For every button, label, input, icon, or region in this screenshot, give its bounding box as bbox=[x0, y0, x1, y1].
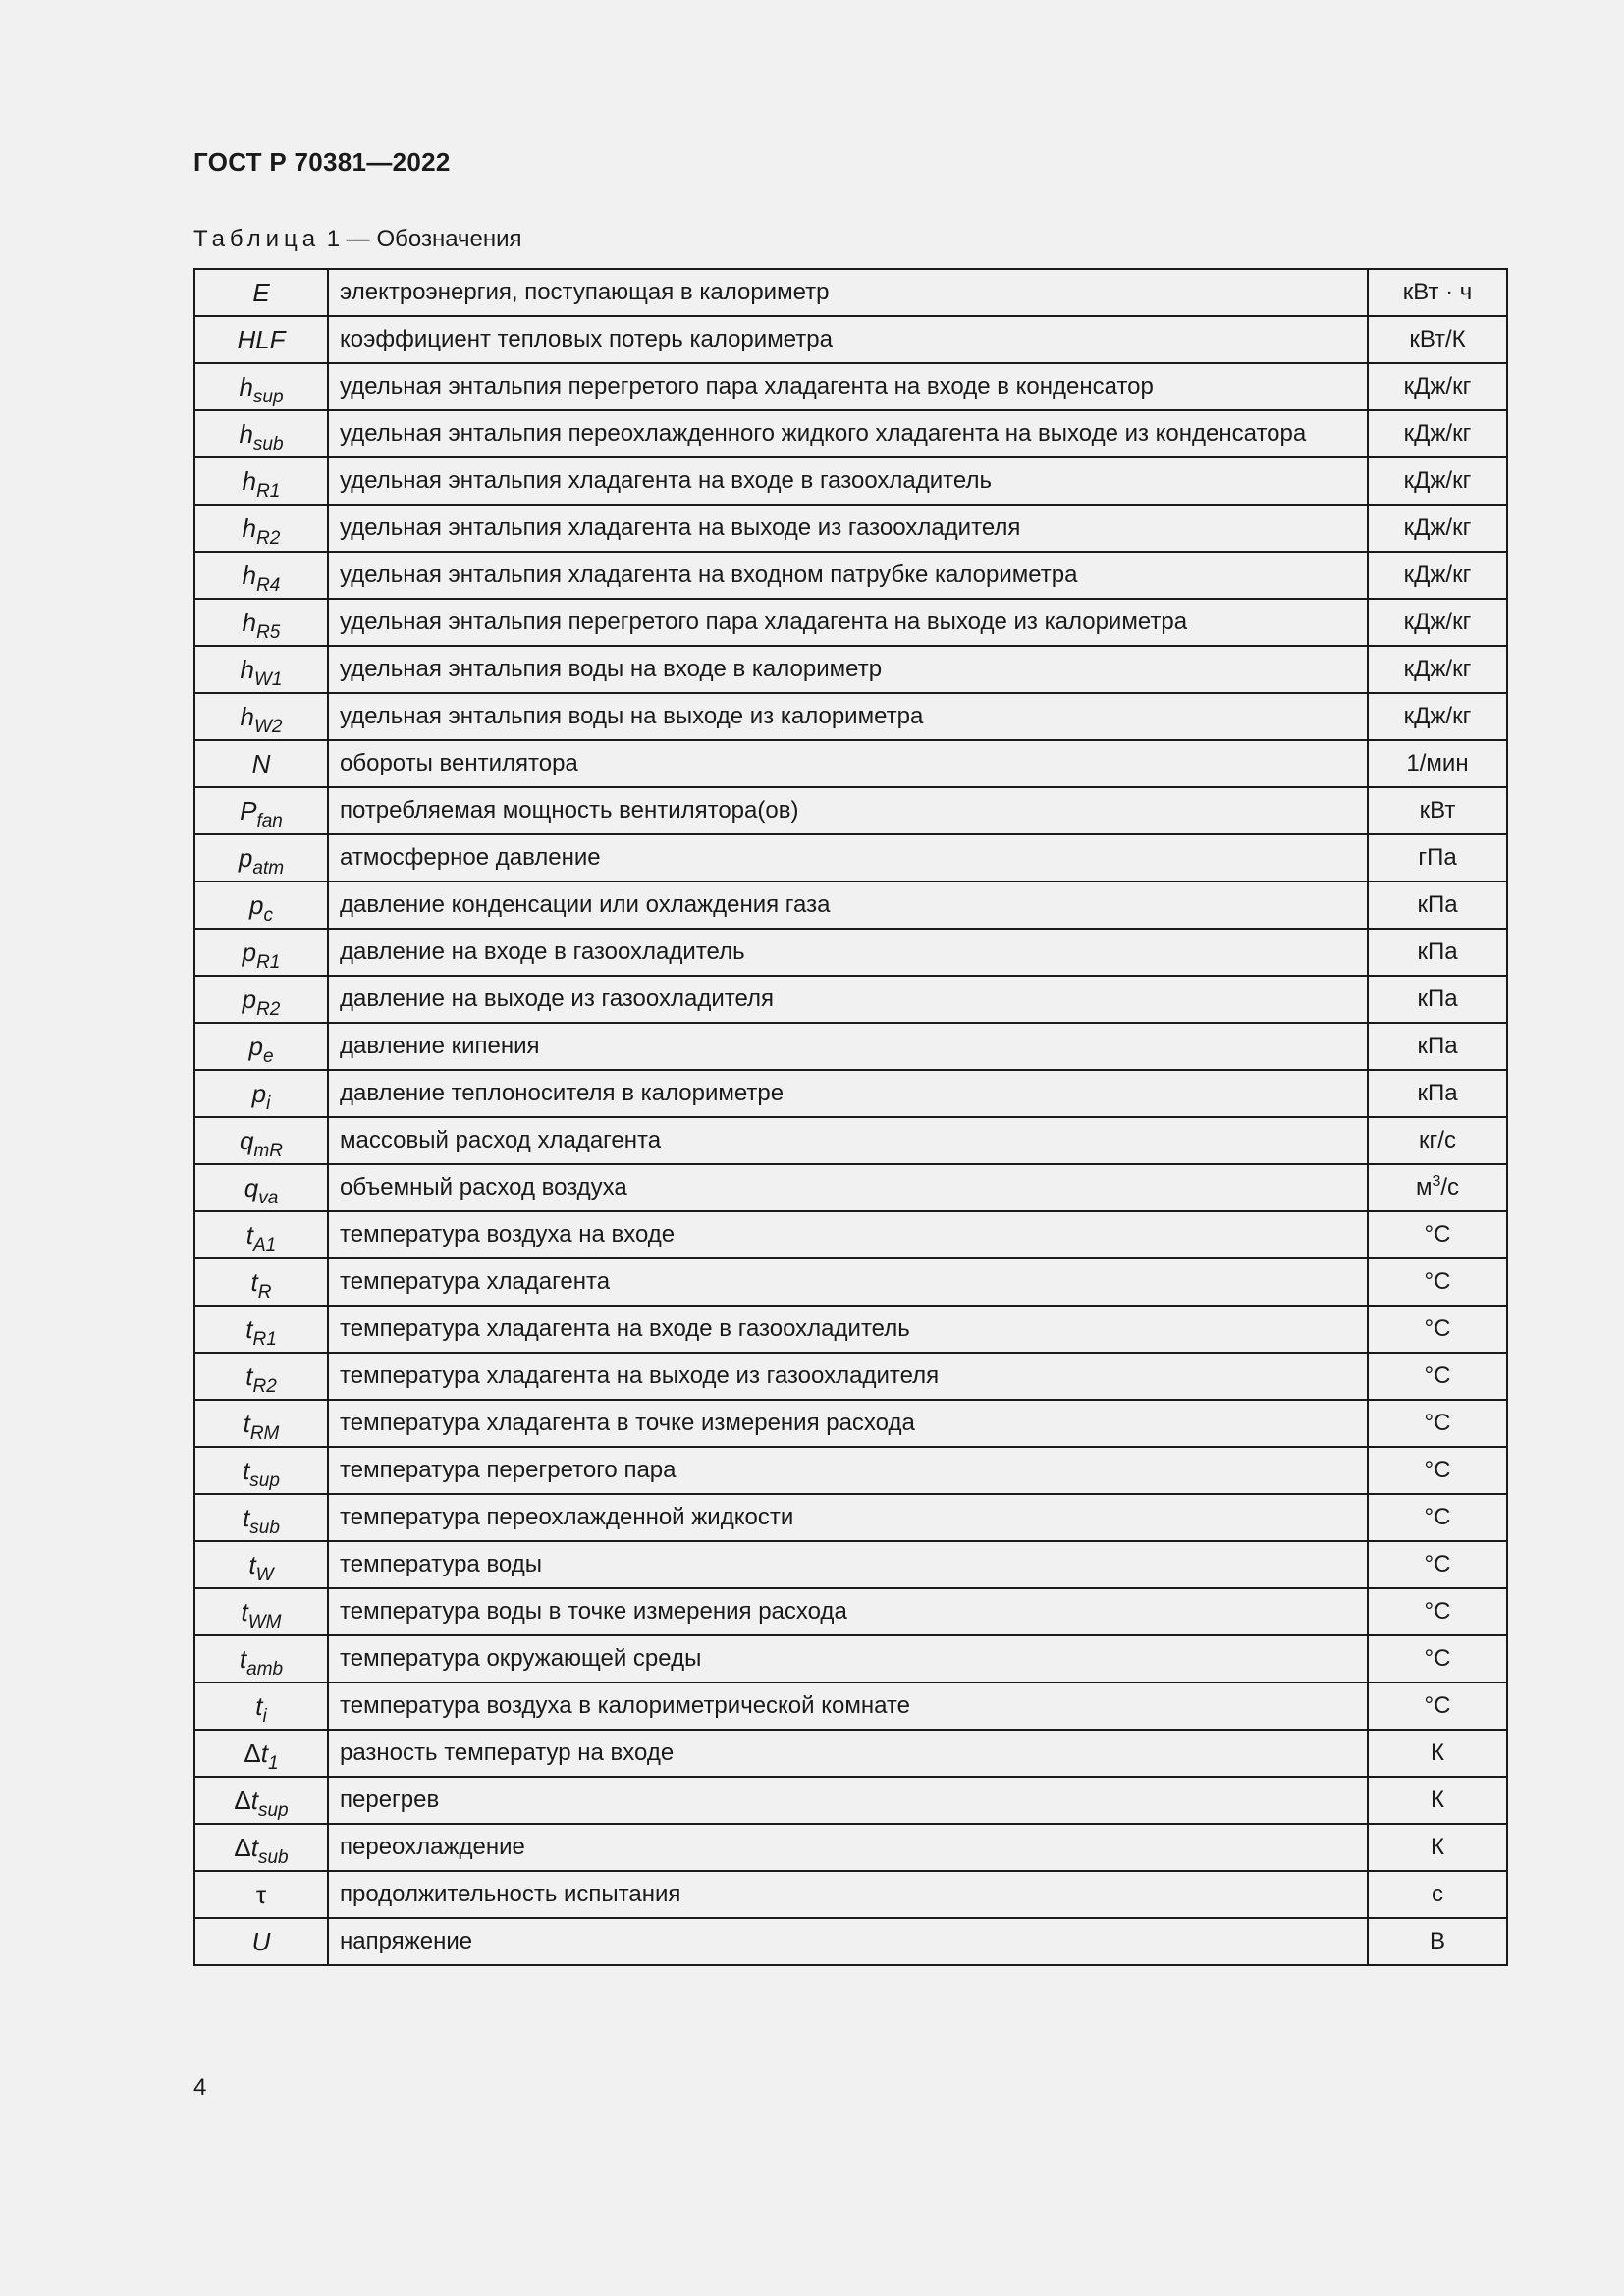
unit-text: °С bbox=[1424, 1692, 1451, 1719]
symbol-subscript: R bbox=[257, 1281, 272, 1303]
symbols-table-body bbox=[194, 269, 1507, 1965]
symbol-base: p bbox=[242, 984, 257, 1014]
symbol-cell bbox=[194, 1635, 328, 1682]
table-caption bbox=[193, 226, 522, 253]
unit-cell bbox=[1368, 1730, 1507, 1777]
symbol-base: p bbox=[242, 936, 257, 967]
symbol-cell bbox=[194, 1258, 328, 1306]
description-cell: температура воды в точке измерения расхода bbox=[328, 1588, 1368, 1635]
symbol-cell bbox=[194, 834, 328, 881]
unit-cell bbox=[1368, 1400, 1507, 1447]
symbols-table bbox=[193, 268, 1508, 1966]
symbol-subscript: R5 bbox=[256, 621, 281, 643]
unit-text: кДж/кг bbox=[1403, 514, 1472, 541]
unit-text: К bbox=[1431, 1739, 1444, 1766]
symbol-base: h bbox=[240, 654, 254, 684]
table-row bbox=[194, 363, 1507, 410]
symbol-cell bbox=[194, 740, 328, 787]
table-row bbox=[194, 316, 1507, 363]
unit-cell bbox=[1368, 269, 1507, 316]
symbol-delta: Δ bbox=[244, 1737, 261, 1768]
table-row bbox=[194, 1164, 1507, 1211]
unit-text: кВт bbox=[1419, 797, 1456, 824]
symbol-cell bbox=[194, 1447, 328, 1494]
symbol-cell bbox=[194, 1353, 328, 1400]
unit-text: м bbox=[1415, 1174, 1433, 1201]
symbol-subscript: W2 bbox=[253, 716, 283, 737]
symbol-base: t bbox=[260, 1737, 269, 1768]
symbol-subscript: sup bbox=[249, 1469, 280, 1491]
unit-text: кПа bbox=[1417, 938, 1458, 965]
symbol-cell bbox=[194, 787, 328, 834]
unit-text: В bbox=[1429, 1928, 1445, 1954]
description-cell: удельная энтальпия хладагента на выходе из газоохладителя bbox=[328, 505, 1368, 552]
symbol-base: P bbox=[240, 795, 257, 826]
unit-text: °С bbox=[1424, 1457, 1451, 1483]
symbol-base: p bbox=[238, 842, 253, 873]
unit-text: гПа bbox=[1418, 844, 1457, 871]
description-cell: переохлаждение bbox=[328, 1824, 1368, 1871]
symbol-subscript: e bbox=[262, 1045, 274, 1067]
unit-text: кПа bbox=[1417, 891, 1458, 918]
unit-cell bbox=[1368, 316, 1507, 363]
symbol-base: t bbox=[245, 1313, 253, 1344]
unit-text: кДж/кг bbox=[1403, 703, 1472, 729]
symbol-cell bbox=[194, 1070, 328, 1117]
unit-cell bbox=[1368, 976, 1507, 1023]
symbol-base: t bbox=[250, 1832, 258, 1862]
unit-text: °С bbox=[1424, 1645, 1451, 1672]
symbol-cell bbox=[194, 1777, 328, 1824]
unit-cell bbox=[1368, 363, 1507, 410]
unit-cell bbox=[1368, 410, 1507, 457]
description-cell: перегрев bbox=[328, 1777, 1368, 1824]
symbol-subscript: R1 bbox=[252, 1328, 277, 1350]
symbol-cell bbox=[194, 1306, 328, 1353]
unit-text: кг/с bbox=[1419, 1127, 1456, 1153]
description-cell: температура воздуха на входе bbox=[328, 1211, 1368, 1258]
table-row bbox=[194, 1070, 1507, 1117]
description-cell: давление кипения bbox=[328, 1023, 1368, 1070]
description-cell: коэффициент тепловых потерь калориметра bbox=[328, 316, 1368, 363]
description-cell: удельная энтальпия перегретого пара хладагента на входе в конденсатор bbox=[328, 363, 1368, 410]
symbol-base: t bbox=[248, 1549, 256, 1579]
symbol-subscript: RM bbox=[249, 1422, 280, 1444]
symbol-base: t bbox=[243, 1502, 250, 1532]
unit-cell bbox=[1368, 1164, 1507, 1211]
symbol-subscript: sup bbox=[252, 386, 284, 407]
symbol-cell bbox=[194, 552, 328, 599]
unit-text: с bbox=[1432, 1881, 1443, 1907]
description-cell: потребляемая мощность вентилятора(ов) bbox=[328, 787, 1368, 834]
unit-superscript: 3 bbox=[1432, 1173, 1441, 1190]
unit-cell bbox=[1368, 740, 1507, 787]
symbol-cell bbox=[194, 1824, 328, 1871]
unit-cell bbox=[1368, 1211, 1507, 1258]
table-row bbox=[194, 1023, 1507, 1070]
table-row bbox=[194, 1824, 1507, 1871]
table-row bbox=[194, 646, 1507, 693]
symbol-subscript: R1 bbox=[256, 480, 281, 502]
table-row bbox=[194, 1682, 1507, 1730]
unit-cell bbox=[1368, 1541, 1507, 1588]
description-cell: продолжительность испытания bbox=[328, 1871, 1368, 1918]
unit-cell bbox=[1368, 787, 1507, 834]
table-row bbox=[194, 457, 1507, 505]
table-row bbox=[194, 1494, 1507, 1541]
unit-cell bbox=[1368, 693, 1507, 740]
description-cell: температура воды bbox=[328, 1541, 1368, 1588]
table-row bbox=[194, 1447, 1507, 1494]
unit-cell bbox=[1368, 881, 1507, 929]
table-row bbox=[194, 1541, 1507, 1588]
symbol-base: t bbox=[243, 1408, 250, 1438]
symbol-cell bbox=[194, 1400, 328, 1447]
table-row bbox=[194, 1871, 1507, 1918]
table-row bbox=[194, 1777, 1507, 1824]
symbol-cell bbox=[194, 599, 328, 646]
description-cell: температура окружающей среды bbox=[328, 1635, 1368, 1682]
symbol-cell bbox=[194, 1588, 328, 1635]
unit-text: °С bbox=[1424, 1315, 1451, 1342]
symbol-cell bbox=[194, 1871, 328, 1918]
table-caption-title: 1 — Обозначения bbox=[320, 226, 522, 252]
symbol-base: t bbox=[250, 1785, 258, 1815]
symbol-base: t bbox=[239, 1643, 247, 1674]
symbol-base: h bbox=[242, 512, 257, 543]
unit-text: кДж/кг bbox=[1403, 609, 1472, 635]
table-caption-word: Таблица bbox=[193, 226, 321, 252]
table-row bbox=[194, 881, 1507, 929]
description-cell: давление на входе в газоохладитель bbox=[328, 929, 1368, 976]
table-row bbox=[194, 1730, 1507, 1777]
table-row bbox=[194, 1400, 1507, 1447]
symbol-base: HLF bbox=[237, 324, 286, 354]
unit-text: К bbox=[1431, 1787, 1444, 1813]
description-cell: давление на выходе из газоохладителя bbox=[328, 976, 1368, 1023]
unit-cell bbox=[1368, 1070, 1507, 1117]
unit-text: кДж/кг bbox=[1403, 420, 1472, 447]
table-row bbox=[194, 929, 1507, 976]
unit-cell bbox=[1368, 457, 1507, 505]
symbol-base: h bbox=[239, 418, 253, 449]
symbol-base: U bbox=[251, 1926, 271, 1956]
description-cell: обороты вентилятора bbox=[328, 740, 1368, 787]
table-row bbox=[194, 1258, 1507, 1306]
description-cell: объемный расход воздуха bbox=[328, 1164, 1368, 1211]
symbol-subscript: R2 bbox=[256, 998, 281, 1020]
unit-cell bbox=[1368, 1258, 1507, 1306]
description-cell: температура хладагента bbox=[328, 1258, 1368, 1306]
symbol-cell bbox=[194, 1211, 328, 1258]
description-cell: давление конденсации или охлаждения газа bbox=[328, 881, 1368, 929]
symbol-cell bbox=[194, 1023, 328, 1070]
description-cell: удельная энтальпия перегретого пара хладагента на выходе из калориметра bbox=[328, 599, 1368, 646]
symbol-base: h bbox=[242, 607, 257, 637]
symbol-delta: Δ bbox=[234, 1832, 251, 1862]
unit-cell bbox=[1368, 1447, 1507, 1494]
unit-cell bbox=[1368, 505, 1507, 552]
symbol-cell bbox=[194, 1918, 328, 1965]
unit-cell bbox=[1368, 1682, 1507, 1730]
unit-cell bbox=[1368, 1824, 1507, 1871]
unit-text: кПа bbox=[1417, 986, 1458, 1012]
unit-cell bbox=[1368, 1353, 1507, 1400]
symbol-base: h bbox=[239, 371, 253, 401]
unit-text: °С bbox=[1424, 1221, 1451, 1248]
table-row bbox=[194, 976, 1507, 1023]
symbol-subscript: fan bbox=[256, 810, 283, 831]
unit-cell bbox=[1368, 1023, 1507, 1070]
symbol-base: h bbox=[240, 701, 254, 731]
table-row bbox=[194, 1635, 1507, 1682]
symbol-subscript: sub bbox=[252, 433, 284, 454]
unit-text: кПа bbox=[1417, 1033, 1458, 1059]
description-cell: температура переохлажденной жидкости bbox=[328, 1494, 1368, 1541]
unit-tail: /с bbox=[1440, 1174, 1460, 1201]
symbol-base: p bbox=[251, 1078, 267, 1108]
unit-text: °С bbox=[1424, 1598, 1451, 1625]
description-cell: температура хладагента на выходе из газоохладителя bbox=[328, 1353, 1368, 1400]
symbol-subscript: va bbox=[258, 1187, 279, 1208]
unit-text: °С bbox=[1424, 1362, 1451, 1389]
symbol-cell bbox=[194, 457, 328, 505]
table-row bbox=[194, 834, 1507, 881]
description-cell: давление теплоносителя в калориметре bbox=[328, 1070, 1368, 1117]
description-cell: температура хладагента в точке измерения расхода bbox=[328, 1400, 1368, 1447]
unit-cell bbox=[1368, 929, 1507, 976]
symbol-cell bbox=[194, 693, 328, 740]
page-number: 4 bbox=[193, 2074, 207, 2101]
unit-cell bbox=[1368, 834, 1507, 881]
description-cell: температура хладагента на входе в газоохладитель bbox=[328, 1306, 1368, 1353]
description-cell: напряжение bbox=[328, 1918, 1368, 1965]
unit-text: кВт · ч bbox=[1402, 279, 1473, 305]
symbol-subscript: i bbox=[262, 1705, 267, 1727]
symbol-cell bbox=[194, 1730, 328, 1777]
symbol-base: N bbox=[251, 748, 271, 778]
symbol-cell bbox=[194, 1541, 328, 1588]
symbol-cell bbox=[194, 1117, 328, 1164]
table-row bbox=[194, 599, 1507, 646]
symbol-cell bbox=[194, 269, 328, 316]
symbol-subscript: sub bbox=[257, 1846, 289, 1868]
unit-text: кДж/кг bbox=[1403, 656, 1472, 682]
symbol-subscript: R4 bbox=[256, 574, 281, 596]
table-row bbox=[194, 552, 1507, 599]
symbol-subscript: W1 bbox=[253, 668, 283, 690]
symbol-cell bbox=[194, 505, 328, 552]
description-cell: удельная энтальпия хладагента на входе в газоохладитель bbox=[328, 457, 1368, 505]
symbol-cell bbox=[194, 881, 328, 929]
unit-text: °С bbox=[1424, 1551, 1451, 1577]
unit-cell bbox=[1368, 1588, 1507, 1635]
description-cell: атмосферное давление bbox=[328, 834, 1368, 881]
symbol-base: t bbox=[255, 1690, 263, 1721]
symbol-base: τ bbox=[255, 1879, 267, 1909]
symbol-subscript: amb bbox=[246, 1658, 284, 1680]
unit-text: К bbox=[1431, 1834, 1444, 1860]
table-row bbox=[194, 1117, 1507, 1164]
table-row bbox=[194, 740, 1507, 787]
symbol-subscript: atm bbox=[252, 857, 285, 879]
table-row bbox=[194, 787, 1507, 834]
symbol-subscript: i bbox=[266, 1093, 271, 1114]
symbol-cell bbox=[194, 929, 328, 976]
symbol-base: h bbox=[242, 465, 257, 496]
symbol-cell bbox=[194, 646, 328, 693]
symbol-cell bbox=[194, 1164, 328, 1211]
symbol-cell bbox=[194, 1682, 328, 1730]
unit-cell bbox=[1368, 1777, 1507, 1824]
symbol-subscript: mR bbox=[253, 1140, 284, 1161]
table-row bbox=[194, 505, 1507, 552]
symbol-base: E bbox=[252, 277, 270, 307]
unit-cell bbox=[1368, 1494, 1507, 1541]
unit-cell bbox=[1368, 552, 1507, 599]
description-cell: удельная энтальпия хладагента на входном патрубке калориметра bbox=[328, 552, 1368, 599]
table-row bbox=[194, 1306, 1507, 1353]
description-cell: массовый расход хладагента bbox=[328, 1117, 1368, 1164]
table-row bbox=[194, 693, 1507, 740]
description-cell: удельная энтальпия переохлажденного жидкого хладагента на выходе из конденсатора bbox=[328, 410, 1368, 457]
symbol-subscript: sub bbox=[249, 1517, 280, 1538]
symbol-cell bbox=[194, 363, 328, 410]
document-header: ГОСТ Р 70381—2022 bbox=[193, 147, 451, 177]
unit-text: °С bbox=[1424, 1504, 1451, 1530]
unit-text: кПа bbox=[1417, 1080, 1458, 1106]
unit-cell bbox=[1368, 1918, 1507, 1965]
description-cell: температура воздуха в калориметрической комнате bbox=[328, 1682, 1368, 1730]
unit-cell bbox=[1368, 646, 1507, 693]
description-cell: электроэнергия, поступающая в калориметр bbox=[328, 269, 1368, 316]
table-row bbox=[194, 269, 1507, 316]
symbol-base: q bbox=[244, 1172, 259, 1202]
symbol-subscript: R1 bbox=[256, 951, 281, 973]
symbol-subscript: R2 bbox=[256, 527, 281, 549]
description-cell: удельная энтальпия воды на выходе из калориметра bbox=[328, 693, 1368, 740]
description-cell: температура перегретого пара bbox=[328, 1447, 1368, 1494]
symbol-base: p bbox=[248, 1031, 263, 1061]
symbol-delta: Δ bbox=[234, 1785, 251, 1815]
symbol-subscript: W bbox=[255, 1564, 274, 1585]
unit-cell bbox=[1368, 1306, 1507, 1353]
symbol-subscript: 1 bbox=[268, 1752, 279, 1774]
description-cell: разность температур на входе bbox=[328, 1730, 1368, 1777]
unit-text: кВт/К bbox=[1409, 326, 1466, 352]
symbol-base: h bbox=[242, 560, 257, 590]
symbol-cell bbox=[194, 410, 328, 457]
unit-cell bbox=[1368, 599, 1507, 646]
symbol-base: t bbox=[245, 1219, 253, 1250]
unit-text: °С bbox=[1424, 1268, 1451, 1295]
unit-text: °С bbox=[1424, 1410, 1451, 1436]
unit-cell bbox=[1368, 1871, 1507, 1918]
symbol-base: p bbox=[249, 889, 264, 920]
description-cell: удельная энтальпия воды на входе в калориметр bbox=[328, 646, 1368, 693]
table-row bbox=[194, 1918, 1507, 1965]
symbol-cell bbox=[194, 1494, 328, 1541]
symbol-base: t bbox=[250, 1266, 258, 1297]
unit-text: кДж/кг bbox=[1403, 467, 1472, 494]
symbol-base: q bbox=[239, 1125, 254, 1155]
symbol-base: t bbox=[243, 1455, 250, 1485]
unit-text: 1/мин bbox=[1406, 750, 1469, 776]
unit-cell bbox=[1368, 1117, 1507, 1164]
table-row bbox=[194, 1588, 1507, 1635]
unit-text: кДж/кг bbox=[1403, 561, 1472, 588]
symbol-cell bbox=[194, 976, 328, 1023]
symbol-base: t bbox=[241, 1596, 248, 1627]
table-row bbox=[194, 1353, 1507, 1400]
symbol-subscript: c bbox=[263, 904, 273, 926]
table-row bbox=[194, 410, 1507, 457]
table-row bbox=[194, 1211, 1507, 1258]
unit-text: кДж/кг bbox=[1403, 373, 1472, 400]
symbol-cell bbox=[194, 316, 328, 363]
symbol-base: t bbox=[245, 1361, 253, 1391]
symbol-subscript: sup bbox=[257, 1799, 289, 1821]
symbol-subscript: R2 bbox=[252, 1375, 277, 1397]
unit-cell bbox=[1368, 1635, 1507, 1682]
symbol-subscript: WM bbox=[247, 1611, 282, 1632]
symbol-subscript: A1 bbox=[252, 1234, 277, 1255]
